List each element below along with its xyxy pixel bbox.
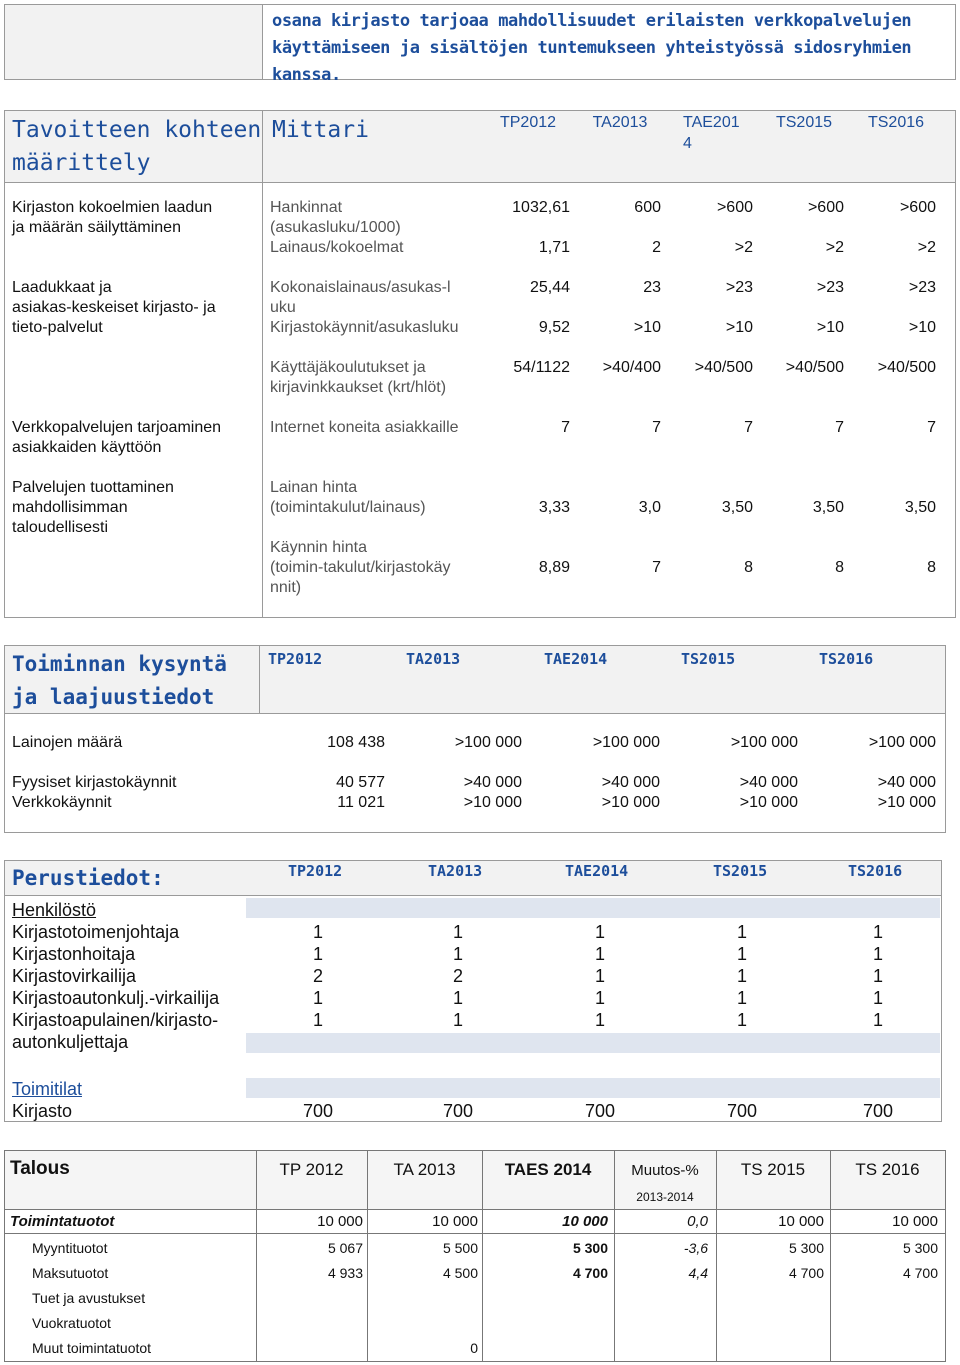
metric-total-loans-values: 25,44 23 >23 >23 >23 [529,279,936,296]
finance-row-grants: Tuet ja avustukset [32,1290,146,1306]
staff-row-bus-driver: Kirjastoautonkulj.-virkailija 1 1 1 1 1 [12,988,883,1008]
staff-row-assistant: Kirjastoapulainen/kirjasto- autonkuljettaja 1 1 1 1 1 [12,1010,883,1052]
demand-title: Toiminnan kysyntä ja laajuustiedot [12,652,227,709]
finance-header-taes2014: TAES 2014 [504,1160,592,1179]
finance-row-total: Toimintatuotot 10 000 10 000 10 000 0,0 10 000 10 000 [10,1213,938,1230]
goals-header-target: Tavoitteen kohteen määrittely [12,117,262,176]
goals-year-headers: TP2012 TA2013 TAE201 4 TS2015 TS2016 [499,114,925,152]
staff-header-band [246,898,940,918]
metric-internet-computers-values: 7 7 7 7 7 [561,419,936,436]
basic-title: Perustiedot: [12,866,164,890]
goals-header-metric: Mittari [272,117,369,143]
metric-loans-per-collection-values: 1,71 2 >2 >2 >2 [538,239,936,256]
finance-header-ts2016: TS 2016 [855,1160,920,1179]
metric-loan-price: Lainan hinta (toimintakulut/lainaus) [270,479,426,516]
metric-visits-values: 9,52 >10 >10 >10 >10 [538,319,936,336]
staff-row-librarian: Kirjastonhoitaja 1 1 1 1 1 [12,944,883,964]
finance-header-change: Muutos-% [631,1162,699,1179]
demand-row-physical-visits: Fyysiset kirjastokäynnit 40 577 >40 000 >40 000 >40 000 >40 000 [12,774,936,791]
top-text: osana kirjasto tarjoaa mahdollisuudet erilaisten verkkopalvelujen käyttämiseen ja sisältöjen tuntemukseen yhteistyössä sidosryhmien kanssa. [272,11,912,85]
metric-visit-price-values: 8,89 7 8 8 8 [538,559,936,576]
metric-acquisitions-values: 1032,61 600 >600 >600 >600 [512,199,936,216]
staff-row-clerk: Kirjastovirkailija 2 2 1 1 1 [12,966,883,986]
metric-total-loans: Kokonaislainaus/asukas-l uku [270,279,451,316]
goal-cost-efficiency: Palvelujen tuottaminen mahdollisimman taloudellisesti [12,479,174,536]
premises-header: Toimitilat [12,1079,83,1099]
metric-loan-price-values: 3,33 3,0 3,50 3,50 3,50 [538,499,936,516]
metric-acquisitions: Hankinnat (asukasluku/1000) [270,199,401,236]
top-left-empty-cell [5,5,262,79]
goal-web-services: Verkkopalvelujen tarjoaminen asiakkaiden käyttöön [12,419,222,456]
staff-row-director: Kirjastotoimenjohtaja 1 1 1 1 1 [12,922,883,942]
finance-header-change-period: 2013-2014 [636,1190,694,1204]
finance-header-ts2015: TS 2015 [740,1160,806,1179]
demand-row-web-visits: Verkkokäynnit 11 021 >10 000 >10 000 >10 000 >10 000 [12,794,936,811]
basic-year-headers: TP2012 TA2013 TAE2014 TS2015 TS2016 [288,862,903,880]
finance-row-fees: Maksutuotot 4 933 4 500 4 700 4,4 4 700 4 700 [32,1265,938,1281]
goal-collection-quality: Kirjaston kokoelmien laadun ja määrän säilyttäminen [12,199,213,236]
finance-header-tp2012: TP 2012 [279,1160,344,1179]
finance-row-sales: Myyntituotot 5 067 5 500 5 300 -3,6 5 300 5 300 [32,1240,938,1256]
metric-visits: Kirjastokäynnit/asukasluku [270,319,459,336]
staff-header: Henkilöstö [12,900,97,920]
finance-title: Talous [10,1158,70,1179]
metric-internet-computers: Internet koneita asiakkaille [270,419,459,436]
goal-quality-services: Laadukkaat ja asiakas-keskeiset kirjasto- ja tieto-palvelut [12,279,216,336]
metric-trainings: Käyttäjäkoulutukset ja kirjavinkkaukset (krt/hlöt) [270,359,447,396]
premises-header-band [246,1078,940,1098]
demand-year-headers: TP2012 TA2013 TAE2014 TS2015 TS2016 [268,650,874,668]
finance-row-rents: Vuokratuotot [32,1315,111,1331]
metric-loans-per-collection: Lainaus/kokoelmat [270,239,404,256]
premises-row-library: Kirjasto 700 700 700 700 700 [12,1101,894,1121]
finance-row-other: Muut toimintatuotot 0 [32,1340,478,1356]
metric-visit-price: Käynnin hinta (toimin-takulut/kirjastokäy nnit) [270,539,451,596]
demand-row-loans: Lainojen määrä 108 438 >100 000 >100 000 >100 000 >100 000 [12,734,936,751]
metric-trainings-values: 54/1122 >40/400 >40/500 >40/500 >40/500 [513,359,936,376]
finance-header-ta2013: TA 2013 [393,1160,456,1179]
